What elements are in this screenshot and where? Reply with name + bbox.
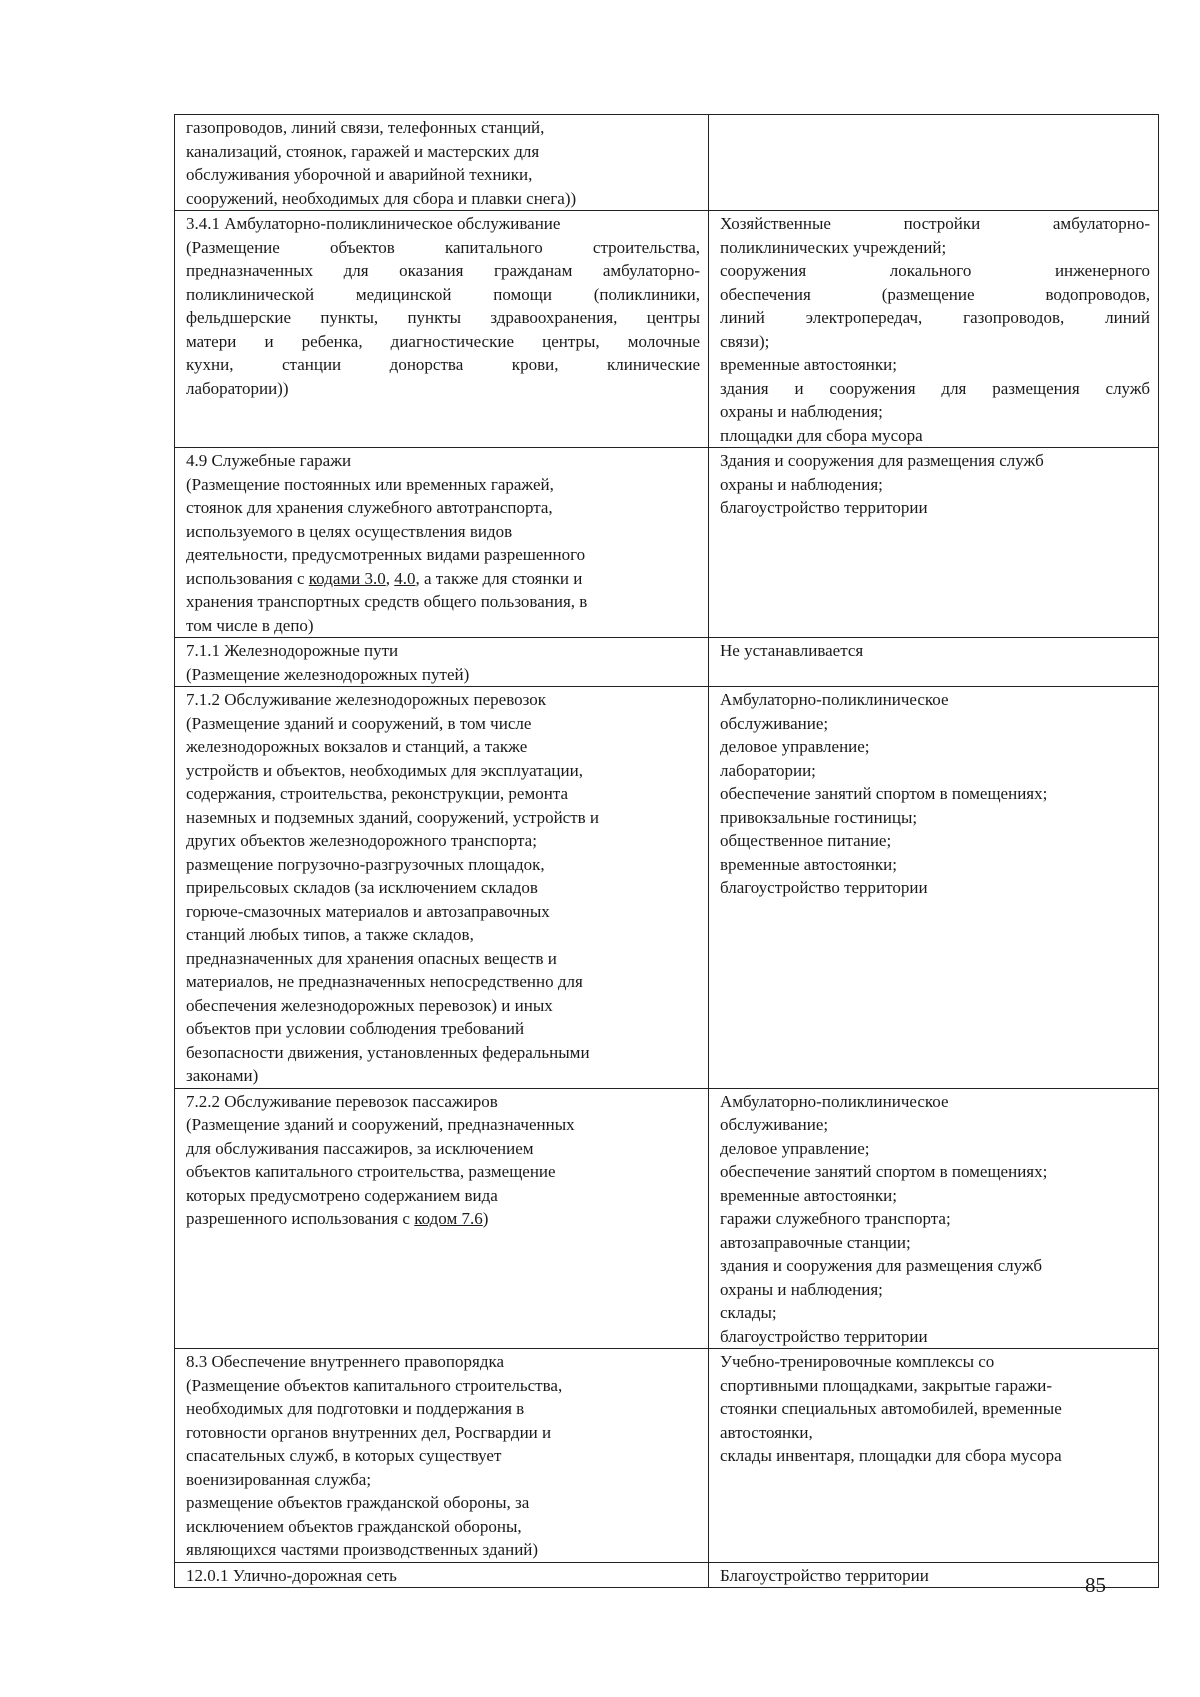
cell-text-line: лаборатории)) xyxy=(186,378,289,398)
cell-text-line: хранения транспортных средств общего пользования, в xyxy=(186,592,588,611)
cell-text-line: 8.3 Обеспечение внутреннего правопорядка xyxy=(186,1352,505,1371)
cell-text-line: обслуживание; xyxy=(720,1115,829,1134)
cell-text-line: законами) xyxy=(186,1066,259,1085)
cell-text-line: обслуживание; xyxy=(720,713,829,733)
cell-text-fragment: ) xyxy=(482,1209,489,1228)
cell-text-line: обеспечение занятий спортом в помещениях; xyxy=(720,784,1048,803)
code-reference-link[interactable]: кодами 3.0 xyxy=(308,568,386,588)
table-row xyxy=(175,448,1159,638)
cell-text-line: газопроводов, линий связи, телефонных станций, xyxy=(186,118,545,137)
cell-text-line: связи); xyxy=(720,331,770,351)
cell-text-line: Не устанавливается xyxy=(720,641,864,660)
cell-text-line: Амбулаторно-поликлиническое xyxy=(720,1091,949,1111)
table-row xyxy=(175,115,1159,211)
cell-text-line: горюче-смазочных материалов и автозаправочных xyxy=(186,901,550,921)
table-row xyxy=(175,1349,1159,1563)
cell-text-line: склады; xyxy=(720,1303,777,1322)
cell-text-line: военизированная служба; xyxy=(186,1469,372,1489)
cell-text-line: (Размещение железнодорожных путей) xyxy=(186,664,470,684)
auxiliary-use-cell xyxy=(709,1349,1159,1563)
cell-text-line: деятельности, предусмотренных видами разрешенного xyxy=(186,545,586,564)
cell-text-line: прирельсовых складов (за исключением складов xyxy=(186,878,538,897)
cell-text-line: кухни, станции донорства крови, клинические xyxy=(186,355,700,374)
auxiliary-use-cell xyxy=(709,211,1159,448)
cell-text-line: спортивными площадками, закрытые гаражи- xyxy=(720,1375,1053,1395)
land-use-type-cell xyxy=(175,448,709,638)
cell-text-line: готовности органов внутренних дел, Росгвардии и xyxy=(186,1422,552,1442)
land-use-type-cell xyxy=(175,1349,709,1563)
cell-text-line: 7.2.2 Обслуживание перевозок пассажиров xyxy=(186,1091,498,1111)
cell-text-line: которых предусмотрено содержанием вида xyxy=(186,1185,498,1205)
cell-text-line: склады инвентаря, площадки для сбора мусора xyxy=(720,1446,1062,1465)
cell-text-line: временные автостоянки; xyxy=(720,1185,897,1205)
table-row xyxy=(175,687,1159,1089)
cell-text-line: размещение объектов гражданской обороны, за xyxy=(186,1493,530,1512)
code-reference-link[interactable]: кодом 7.6 xyxy=(414,1209,483,1228)
land-use-type-cell xyxy=(175,1088,709,1349)
cell-text-line: исключением объектов гражданской обороны, xyxy=(186,1516,522,1536)
code-reference-link[interactable]: 4.0 xyxy=(394,568,416,588)
cell-text-line: (Размещение объектов капитального строительства, xyxy=(186,1375,563,1395)
auxiliary-use-cell xyxy=(709,115,1159,211)
cell-text-line: используемого в целях осуществления видов xyxy=(186,521,513,541)
cell-text-line: необходимых для подготовки и поддержания в xyxy=(186,1399,525,1418)
cell-text-line: размещение погрузочно-разгрузочных площадок, xyxy=(186,854,545,874)
table-row xyxy=(175,211,1159,448)
cell-text-line: гаражи служебного транспорта; xyxy=(720,1209,951,1228)
cell-text-line: станций любых типов, а также складов, xyxy=(186,925,474,944)
cell-text-line: Здания и сооружения для размещения служб xyxy=(720,451,1044,470)
cell-text-fragment: , а также для стоянки и xyxy=(415,568,583,588)
land-use-type-cell xyxy=(175,211,709,448)
cell-text-line: объектов при условии соблюдения требований xyxy=(186,1019,525,1038)
cell-text-line: Хозяйственные постройки амбулаторно- xyxy=(720,214,1150,233)
cell-text-line: здания и сооружения для размещения служб xyxy=(720,378,1150,398)
cell-text-line: сооружений, необходимых для сбора и плавки снега)) xyxy=(186,188,577,208)
cell-text-line: безопасности движения, установленных федеральными xyxy=(186,1042,590,1062)
cell-text-line: временные автостоянки; xyxy=(720,854,897,874)
cell-text-line: устройств и объектов, необходимых для эксплуатации, xyxy=(186,760,583,780)
cell-text-line: 4.9 Служебные гаражи xyxy=(186,451,352,470)
table-row xyxy=(175,1088,1159,1349)
cell-text-line: обеспечения (размещение водопроводов, xyxy=(720,284,1150,304)
cell-text-line: (Размещение зданий и сооружений, предназначенных xyxy=(186,1115,575,1134)
land-use-type-cell xyxy=(175,115,709,211)
cell-text-line: охраны и наблюдения; xyxy=(720,1279,883,1299)
page-number: 85 xyxy=(1085,1573,1106,1597)
cell-text-line: материалов, не предназначенных непосредственно для xyxy=(186,972,583,991)
cell-text-line: (Размещение объектов капитального строительства, xyxy=(186,237,700,257)
cell-text-line: здания и сооружения для размещения служб xyxy=(720,1256,1043,1275)
cell-text-line: фельдшерские пункты, пункты здравоохранения, центры xyxy=(186,308,700,327)
cell-text-line: (Размещение постоянных или временных гаражей, xyxy=(186,474,554,494)
cell-text-line: 3.4.1 Амбулаторно-поликлиническое обслуживание xyxy=(186,214,561,233)
cell-text-line: автостоянки, xyxy=(720,1422,813,1442)
auxiliary-use-cell xyxy=(709,687,1159,1089)
cell-text-line: том числе в депо) xyxy=(186,615,314,635)
cell-text-fragment: разрешенного использования с xyxy=(186,1209,415,1228)
cell-text-line: других объектов железнодорожного транспорта; xyxy=(186,831,537,850)
cell-text-line: являющихся частями производственных зданий) xyxy=(186,1540,539,1559)
land-use-type-cell xyxy=(175,638,709,687)
cell-text-line: для обслуживания пассажиров, за исключением xyxy=(186,1138,534,1158)
cell-text-line: автозаправочные станции; xyxy=(720,1232,911,1252)
land-use-table xyxy=(174,114,1159,1588)
cell-text-fragment: использования с xyxy=(186,568,309,588)
cell-text-line: Благоустройство территории xyxy=(720,1565,929,1585)
cell-text-line: стоянки специальных автомобилей, временные xyxy=(720,1399,1062,1418)
cell-text-line: линий электропередач, газопроводов, линий xyxy=(720,308,1150,327)
auxiliary-use-cell xyxy=(709,638,1159,687)
land-use-type-cell xyxy=(175,1562,709,1588)
cell-text-line: предназначенных для хранения опасных веществ и xyxy=(186,948,557,968)
cell-text-line: стоянок для хранения служебного автотранспорта, xyxy=(186,498,553,517)
cell-text-line: Учебно-тренировочные комплексы со xyxy=(720,1352,995,1371)
table-row xyxy=(175,1562,1159,1588)
cell-text-line: объектов капитального строительства, размещение xyxy=(186,1162,556,1181)
cell-text-line: (Размещение зданий и сооружений, в том числе xyxy=(186,713,532,733)
cell-text-line: привокзальные гостиницы; xyxy=(720,807,918,827)
cell-text-line: благоустройство территории xyxy=(720,878,928,897)
cell-text-line: благоустройство территории xyxy=(720,498,928,517)
cell-text-line: сооружения локального инженерного xyxy=(720,261,1150,280)
cell-text-line xyxy=(186,1207,700,1231)
table-row xyxy=(175,638,1159,687)
cell-text-line: 7.1.2 Обслуживание железнодорожных перевозок xyxy=(186,690,547,709)
auxiliary-use-cell xyxy=(709,448,1159,638)
cell-text-line: железнодорожных вокзалов и станций, а также xyxy=(186,737,528,756)
cell-text-line: поликлинических учреждений; xyxy=(720,237,947,257)
cell-text-line: площадки для сбора мусора xyxy=(720,425,923,445)
cell-text-line: 7.1.1 Железнодорожные пути xyxy=(186,641,399,660)
cell-text-fragment: , xyxy=(385,568,395,588)
cell-text-line: благоустройство территории xyxy=(720,1326,928,1346)
cell-text-line: содержания, строительства, реконструкции, ремонта xyxy=(186,784,569,803)
cell-text-line: Амбулаторно-поликлиническое xyxy=(720,690,949,709)
cell-text-line: наземных и подземных зданий, сооружений, устройств и xyxy=(186,807,600,827)
cell-text-line: обеспечения железнодорожных перевозок) и иных xyxy=(186,995,553,1015)
cell-text-line: поликлинической медицинской помощи (поликлиники, xyxy=(186,284,700,304)
auxiliary-use-cell xyxy=(709,1088,1159,1349)
cell-text-line: деловое управление; xyxy=(720,737,870,756)
land-use-type-cell xyxy=(175,687,709,1089)
cell-text-line: предназначенных для оказания гражданам амбулаторно- xyxy=(186,261,700,280)
cell-text-line: обеспечение занятий спортом в помещениях; xyxy=(720,1162,1048,1181)
cell-text-line xyxy=(186,567,700,591)
cell-text-line: временные автостоянки; xyxy=(720,355,897,374)
cell-text-line: матери и ребенка, диагностические центры, молочные xyxy=(186,331,700,351)
cell-text-line: общественное питание; xyxy=(720,831,892,850)
cell-text-line: канализаций, стоянок, гаражей и мастерских для xyxy=(186,141,540,161)
cell-text-line: обслуживания уборочной и аварийной техники, xyxy=(186,165,533,184)
cell-text-line: лаборатории; xyxy=(720,760,816,780)
cell-text-line: охраны и наблюдения; xyxy=(720,402,883,421)
cell-text-line: деловое управление; xyxy=(720,1138,870,1158)
cell-text-line: 12.0.1 Улично-дорожная сеть xyxy=(186,1565,397,1585)
cell-text-line: охраны и наблюдения; xyxy=(720,474,883,494)
cell-text-line: спасательных служб, в которых существует xyxy=(186,1446,502,1465)
